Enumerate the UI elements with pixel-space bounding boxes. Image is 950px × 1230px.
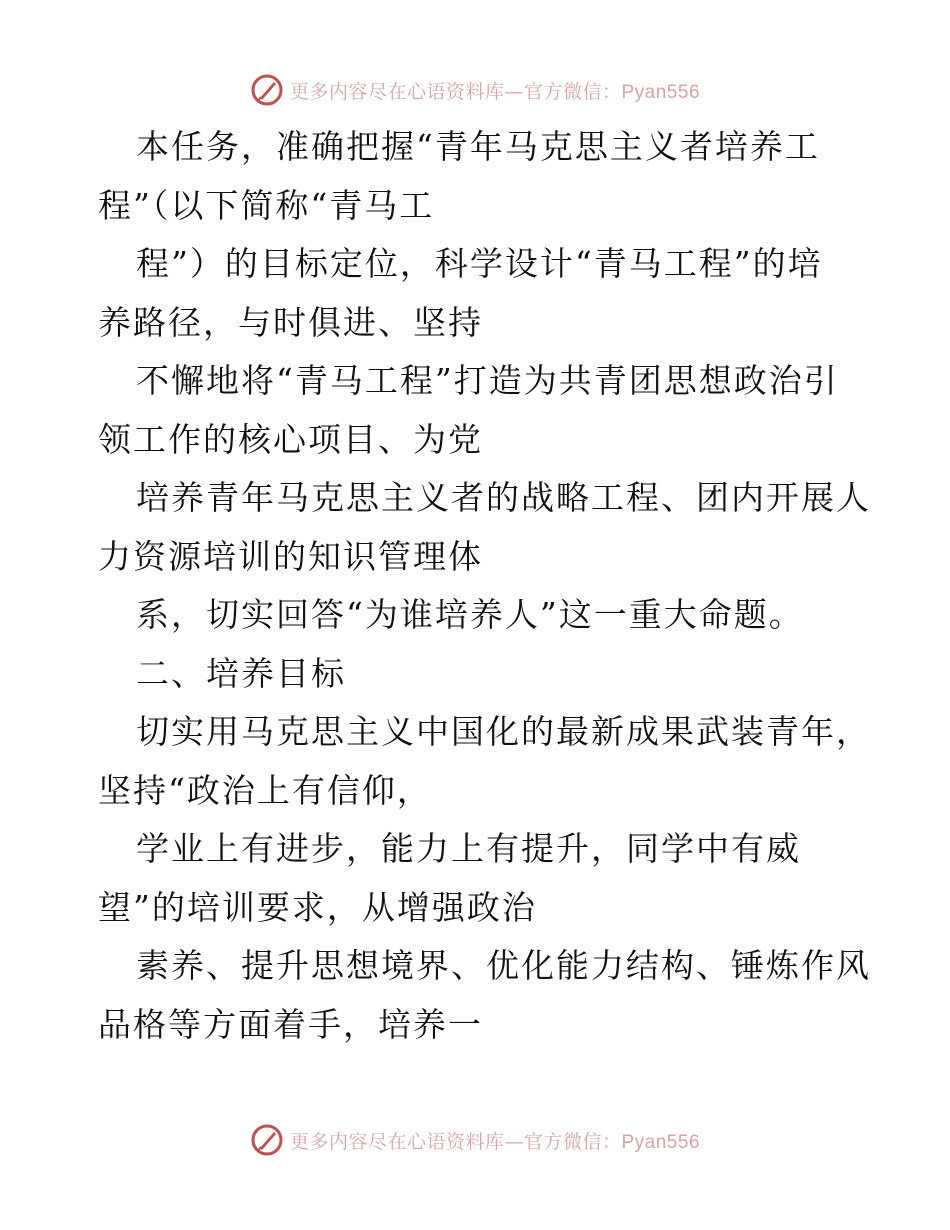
quill-logo-icon (250, 1123, 284, 1157)
paragraph-line: 系，切实回答“为谁培养人”这一重大命题。 (136, 595, 804, 634)
header-watermark (0, 70, 950, 110)
paragraph-line: 力资源培训的知识管理体 (98, 536, 483, 576)
paragraph-line: 本任务，准确把握“青年马克思主义者培养工 (136, 127, 820, 166)
paragraph-line: 切实用马克思主义中国化的最新成果武装青年， (136, 712, 871, 751)
paragraph-line: 程”（以下简称“青马工 (98, 185, 435, 225)
paragraph-line: 坚持“政治上有信仰， (98, 770, 432, 810)
watermark-text: 更多内容尽在心语资料库—官方微信：Pyan556 (289, 80, 701, 103)
paragraph-line: 程”）的目标定位，科学设计“青马工程”的培 (136, 244, 823, 283)
paragraph-line: 学业上有进步，能力上有提升，同学中有威 (136, 829, 801, 868)
watermark-text: 更多内容尽在心语资料库—官方微信：Pyan556 (289, 1130, 701, 1153)
paragraph-line: 品格等方面着手，培养一 (98, 1004, 483, 1044)
paragraph-line: 素养、提升思想境界、优化能力结构、锤炼作风 (136, 946, 871, 985)
paragraph-line: 领工作的核心项目、为党 (98, 419, 483, 459)
document-body (98, 118, 871, 1054)
paragraph-line: 培养青年马克思主义者的战略工程、团内开展人 (136, 478, 871, 517)
paragraph-line: 不懈地将“青马工程”打造为共青团思想政治引 (136, 361, 839, 400)
paragraph-line: 养路径，与时俱进、坚持 (98, 302, 483, 342)
footer-watermark (0, 1120, 950, 1160)
section-heading: 二、培养目标 (136, 653, 346, 693)
paragraph-line: 望”的培训要求，从增强政治 (98, 887, 537, 927)
quill-logo-icon (250, 73, 284, 107)
